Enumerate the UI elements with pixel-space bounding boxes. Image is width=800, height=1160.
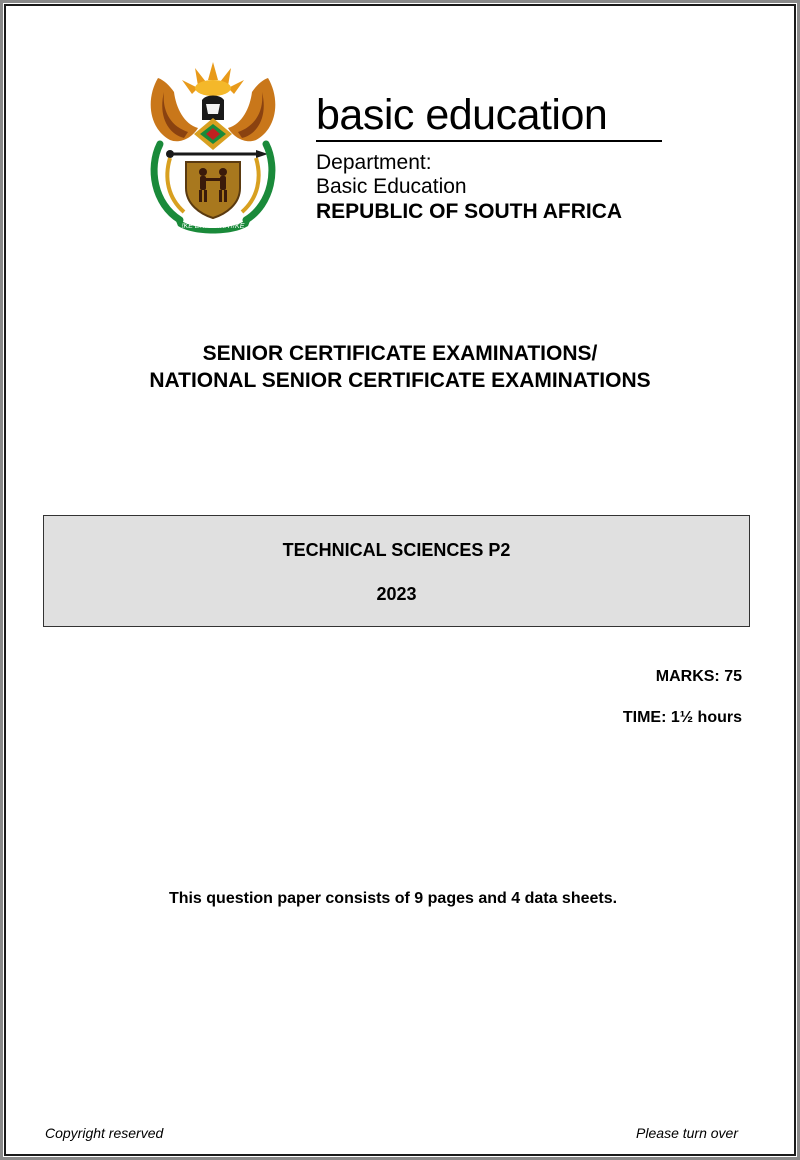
- department-label: Department:: [316, 151, 432, 174]
- marks-label: MARKS: 75: [655, 668, 742, 685]
- subject-year: 2023: [376, 584, 417, 604]
- footer-copyright: Copyright reserved: [45, 1125, 164, 1141]
- coat-of-arms-logo: [140, 58, 286, 234]
- exam-title-line1: SENIOR CERTIFICATE EXAMINATIONS/: [202, 342, 598, 365]
- department-name: Basic Education: [316, 175, 467, 198]
- brand-block: [316, 92, 662, 224]
- country-name: REPUBLIC OF SOUTH AFRICA: [316, 200, 623, 223]
- brand-name: basic education: [316, 91, 608, 139]
- time-label: TIME: 1½ hours: [622, 709, 742, 726]
- paper-composition-note: This question paper consists of 9 pages and 4 data sheets.: [168, 890, 618, 907]
- subject-box: [43, 515, 750, 627]
- footer-turn-over: Please turn over: [636, 1125, 738, 1141]
- exam-title-line2: NATIONAL SENIOR CERTIFICATE EXAMINATIONS: [149, 369, 651, 392]
- brand-divider: [316, 140, 662, 142]
- subject-name: TECHNICAL SCIENCES P2: [282, 540, 511, 560]
- motto-text: !KE E: /XARRA //KE: [181, 223, 245, 230]
- exam-title: [0, 340, 800, 394]
